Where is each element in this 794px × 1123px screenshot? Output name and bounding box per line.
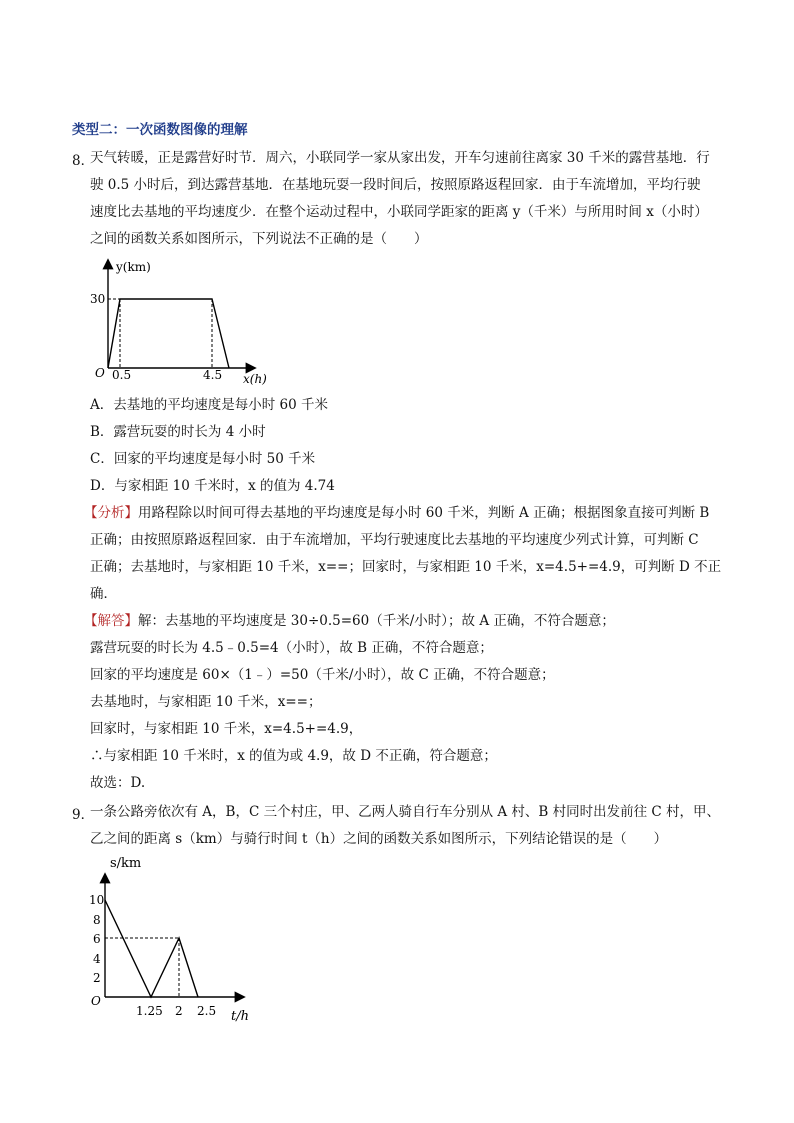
q9-number: 9． — [72, 807, 95, 823]
q8-stem-line: 之间的函数关系如图所示，下列说法不正确的是（ ） — [90, 231, 428, 247]
q8-stem-line: 驶 0.5 小时后，到达露营基地．在基地玩耍一段时间后，按照原路返程回家．由于车流增加，平均行驶 — [90, 177, 701, 193]
q8-y-tick: 30 — [90, 292, 106, 306]
q8-x-axis-label: x(h) — [243, 372, 267, 386]
analysis-tag: 【分析】 — [84, 505, 138, 521]
answer-tag: 【解答】 — [84, 613, 138, 629]
q8-x-tick: 0.5 — [112, 368, 132, 382]
q8-answer-first-line — [84, 612, 615, 630]
q8-option-c: C．回家的平均速度是每小时 50 千米 — [90, 451, 316, 467]
q8-option-d: D．与家相距 10 千米时，x 的值为 4.74 — [90, 478, 335, 494]
q9-x-tick: 2.5 — [197, 1004, 217, 1018]
q8-x-tick: 4.5 — [203, 368, 223, 382]
q9-y-axis-label: s/km — [110, 856, 142, 871]
q8-option-b: B．露营玩耍的时长为 4 小时 — [90, 424, 266, 440]
q9-x-axis-label: t/h — [231, 1009, 249, 1023]
q9-y-tick: 8 — [93, 913, 101, 927]
q9-x-tick: 1.25 — [136, 1004, 163, 1018]
q9-graph-line — [105, 900, 198, 997]
q8-graph-line — [108, 299, 229, 368]
q8-option-a: A．去基地的平均速度是每小时 60 千米 — [90, 397, 329, 413]
q8-analysis-first-line — [84, 504, 709, 522]
q8-answer-text: 解：去基地的平均速度是 30÷0.5=60（千米/小时）；故 A 正确，不符合题意； — [138, 613, 615, 629]
q8-analysis-line: 确． — [90, 586, 117, 602]
q8-analysis-line: 正确；去基地时，与家相距 10 千米，x==；回家时，与家相距 10 千米，x=4.5+=4.9，可判断 D 不正 — [90, 559, 722, 575]
q8-answer-choice: 故选：D. — [90, 775, 146, 791]
q9-y-tick: 4 — [93, 952, 101, 966]
q8-y-axis-label: y(km) — [116, 260, 151, 274]
q8-number: 8． — [72, 153, 95, 169]
q9-origin-label: O — [91, 994, 101, 1008]
q9-y-tick: 2 — [93, 971, 101, 985]
q8-origin-label: O — [95, 366, 105, 380]
q9-x-tick: 2 — [175, 1004, 183, 1018]
q9-y-tick: 10 — [89, 893, 105, 907]
q8-analysis-line: 正确；由按照原路返程回家．由于车流增加，平均行驶速度比去基地的平均速度少列式计算，可判断 C — [90, 532, 699, 548]
q8-stem-line: 速度比去基地的平均速度少．在整个运动过程中，小联同学距家的距离 y（千米）与所用时间 x（小时） — [90, 204, 708, 220]
q8-stem-line: 天气转暖，正是露营好时节．周六，小联同学一家从家出发，开车匀速前往离家 30 千米的露营基地．行 — [90, 150, 710, 166]
q8-answer-line: ∴与家相距 10 千米时，x 的值为或 4.9，故 D 不正确，符合题意； — [90, 748, 497, 764]
q8-distance-time-graph — [88, 255, 278, 390]
q8-analysis-text: 用路程除以时间可得去基地的平均速度是每小时 60 千米，判断 A 正确；根据图象直接可判断 B — [138, 505, 710, 521]
q9-y-tick: 6 — [93, 932, 101, 946]
q8-answer-line: 去基地时，与家相距 10 千米，x==； — [90, 694, 322, 710]
q8-answer-line: 回家的平均速度是 60×（1﹣）=50（千米/小时），故 C 正确，不符合题意； — [90, 667, 555, 683]
section-title: 类型二：一次函数图像的理解 — [72, 122, 248, 138]
q9-distance-time-graph — [88, 853, 268, 1023]
q9-stem-line: 一条公路旁依次有 A，B，C 三个村庄，甲、乙两人骑自行车分别从 A 村、B 村同时出发前往 C 村，甲、 — [90, 804, 721, 820]
q8-answer-line: 回家时，与家相距 10 千米，x=4.5+=4.9， — [90, 721, 363, 737]
q8-answer-line: 露营玩耍的时长为 4.5﹣0.5=4（小时），故 B 正确，不符合题意； — [90, 640, 493, 656]
q9-stem-line: 乙之间的距离 s（km）与骑行时间 t（h）之间的函数关系如图所示，下列结论错误的是（ ） — [90, 831, 668, 847]
